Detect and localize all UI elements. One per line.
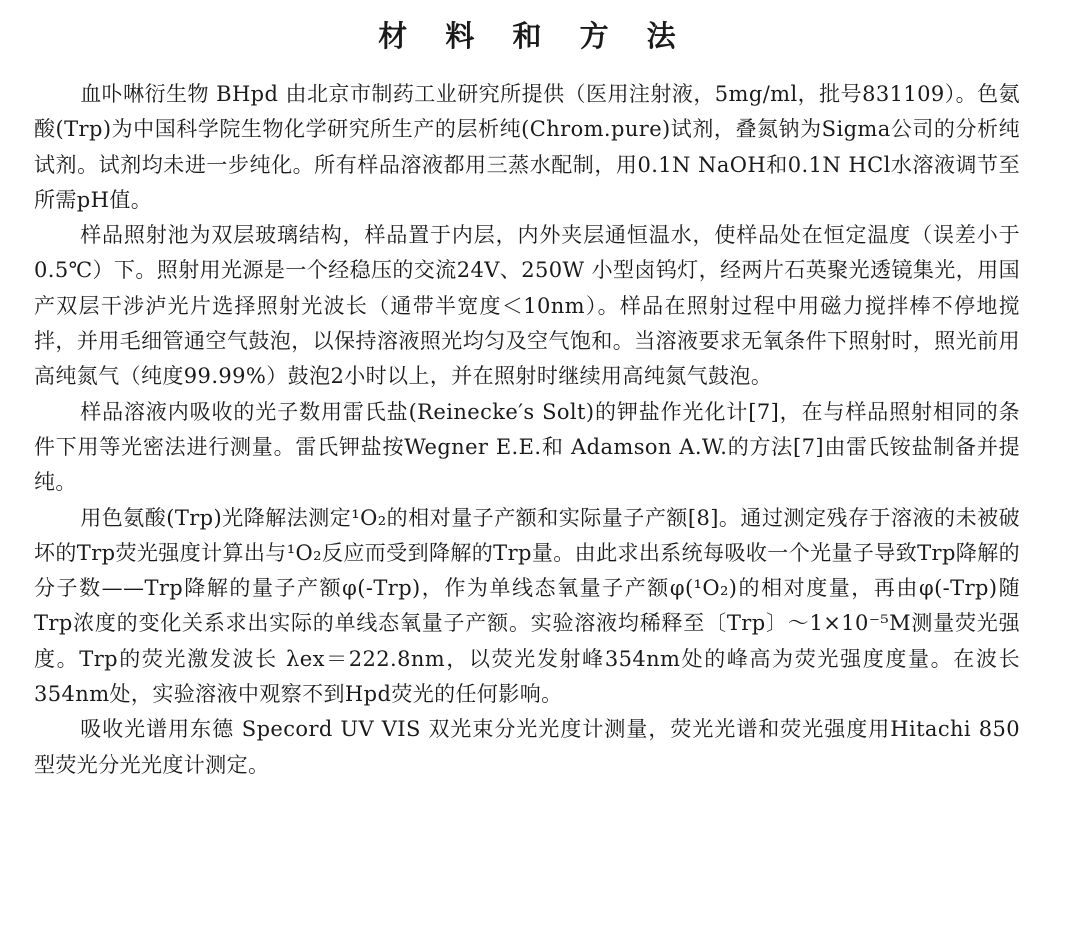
paragraph-spectra: 吸收光谱用东德 Specord UV VIS 双光束分光光度计测量，荧光光谱和荧光强度用Hitachi 850型荧光分光光度计测定。 (34, 717, 1020, 777)
paragraph-trp-method: 用色氨酸(Trp)光降解法测定¹O₂的相对量子产额和实际量子产额[8]。通过测定残存于溶液的未被破坏的Trp荧光强度计算出与¹O₂反应而受到降解的Trp量。由此求出系统每吸收一个光量子导致Trp降解的分子数——Trp降解的量子产额φ(-Trp)，作为单线态氧量子产额φ(¹O₂)的相对度量，再由φ(-Trp)随Trp浓度的变化关系求出实际的单线态氧量子产额。实验溶液均稀释至〔Trp〕～1×10⁻⁵M测量荧光强度。Trp的荧光激发波长 λex＝222.8nm，以荧光发射峰354nm处的峰高为荧光强度度量。在波长354nm处，实验溶液中观察不到Hpd荧光的任何影响。 (34, 505, 1020, 707)
paragraph-reagents: 血卟啉衍生物 BHpd 由北京市制药工业研究所提供（医用注射液，5mg/ml，批号831109）。色氨酸(Trp)为中国科学院生物化学研究所生产的层析纯(Chrom.pure)试剂，叠氮钠为Sigma公司的分析纯试剂。试剂均未进一步纯化。所有样品溶液都用三蒸水配制，用0.1N NaOH和0.1N HCl水溶液调节至所需pH值。 (34, 82, 1020, 212)
paragraph-actinometer: 样品溶液内吸收的光子数用雷氏盐(Reinecke′s Solt)的钾盐作光化计[7]，在与样品照射相同的条件下用等光密法进行测量。雷氏钾盐按Wegner E.E.和 Adamson A.W.的方法[7]由雷氏铵盐制备并提纯。 (34, 399, 1020, 495)
section-title: 材 料 和 方 法 (378, 19, 690, 53)
paragraph-irradiation: 样品照射池为双层玻璃结构，样品置于内层，内外夹层通恒温水，使样品处在恒定温度（误差小于0.5℃）下。照射用光源是一个经稳压的交流24V、250W 小型卤钨灯，经两片石英聚光透镜集光，用国产双层干涉泸光片选择照射光波长（通带半宽度＜10nm）。样品在照射过程中用磁力搅拌棒不停地搅拌，并用毛细管通空气鼓泡，以保持溶液照光均匀及空气饱和。当溶液要求无氧条件下照射时，照光前用高纯氮气（纯度99.99%）鼓泡2小时以上，并在照射时继续用高纯氮气鼓泡。 (34, 223, 1020, 389)
